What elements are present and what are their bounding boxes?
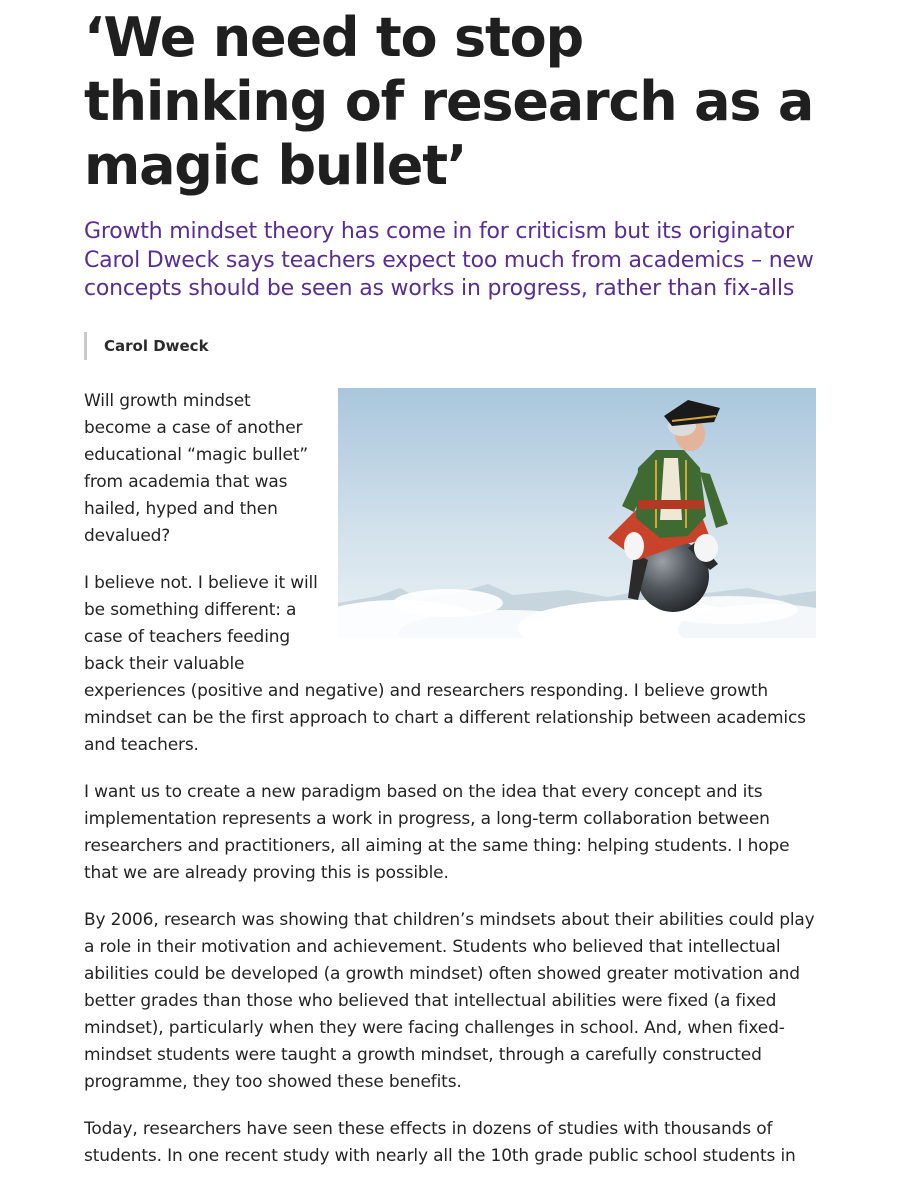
- standfirst: Growth mindset theory has come in for criticism but its originator Carol Dweck says teachers expect too much from academics – new concepts should be seen as works in progress, rather than fix-alls: [84, 219, 814, 301]
- article-illustration: [338, 388, 816, 656]
- author-link[interactable]: Carol Dweck: [104, 336, 209, 355]
- article-paragraph: I want us to create a new paradigm based on the idea that every concept and its implementation represents a work in progress, a long-term collaboration between researchers and practitioners, all aiming at the same thing: helping students. I hope that we are already proving this is possible.: [84, 781, 790, 883]
- headline: ‘We need to stop thinking of research as a magic bullet’: [84, 6, 814, 197]
- article-paragraph: I believe not. I believe it will be something different: a case of teachers feeding back their valuable experiences (positive and negative) and researchers responding. I believe growth mindset can be the first approach to chart a different relationship between academics and teachers.: [84, 572, 806, 755]
- article: [84, 6, 816, 1190]
- article-paragraph: Today, researchers have seen these effects in dozens of studies with thousands of students. In one recent study with nearly all the 10th grade public school students in: [84, 1118, 796, 1166]
- article-body: [84, 388, 816, 1170]
- article-paragraph: Will growth mindset become a case of another educational “magic bullet” from academia that was hailed, hyped and then devalued?: [84, 390, 308, 546]
- byline: [84, 332, 816, 360]
- article-paragraph: By 2006, research was showing that children’s mindsets about their abilities could play a role in their motivation and achievement. Students who believed that intellectual abilities could be developed (a growth mindset) often showed greater motivation and better grades than those who believed that intellectual abilities were fixed (a fixed mindset), particularly when they were facing challenges in school. And, when fixed-mindset students were taught a growth mindset, through a carefully constructed programme, they too showed these benefits.: [84, 909, 815, 1092]
